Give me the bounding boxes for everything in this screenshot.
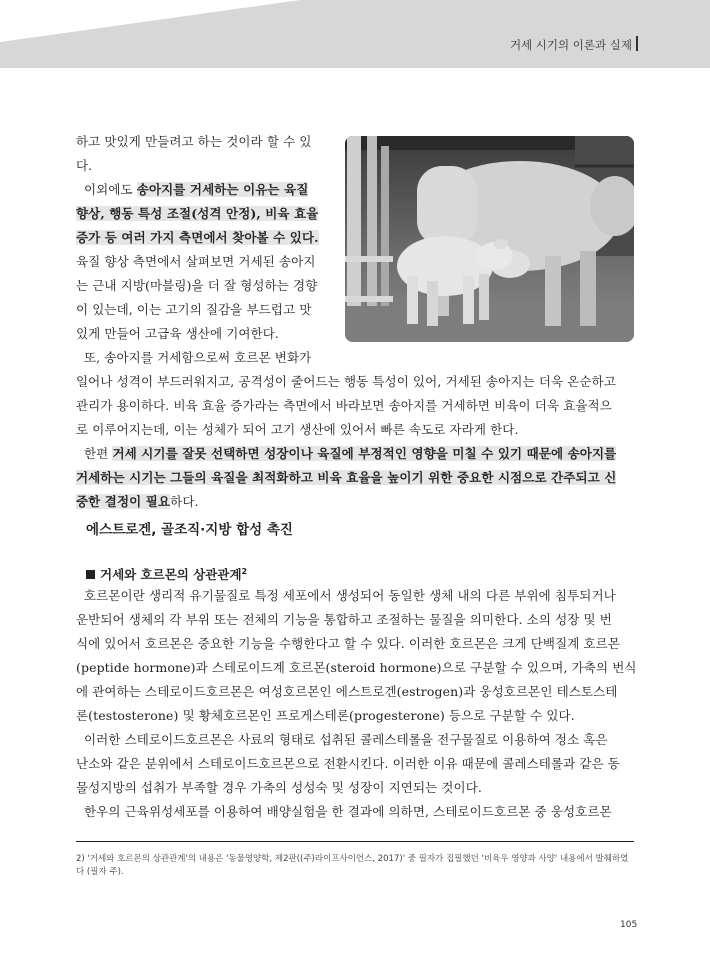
paragraph-line bbox=[76, 490, 199, 514]
highlighted-text: 중한 결정이 필요 bbox=[76, 494, 171, 509]
footnote-divider bbox=[76, 841, 634, 842]
square-bullet-icon bbox=[86, 570, 95, 579]
paragraph-line: 식에 있어서 호르몬은 중요한 기능을 수행한다고 할 수 있다. 이러한 호르몬은 크게 단백질계 호르몬 bbox=[76, 636, 621, 651]
paragraph-line: 하고 맛있게 만들려고 하는 것이라 할 수 있 bbox=[76, 134, 312, 149]
paragraph-line: 이러한 스테로이드호르몬은 사료의 형태로 섭취된 콜레스테롤을 전구물질로 이용하여 정소 혹은 bbox=[84, 732, 608, 747]
subsection-heading bbox=[86, 565, 247, 583]
paragraph-line: 론(testosterone) 및 황체호르몬인 프로게스테론(progesterone) 등으로 구분할 수 있다. bbox=[76, 708, 575, 723]
highlighted-text: 거세 시기를 잘못 선택하면 성장이나 육질에 부정적인 영향을 미칠 수 있기 때문에 송아지를 bbox=[112, 446, 617, 461]
text-run: 한편 bbox=[84, 446, 113, 461]
paragraph-line: 난소와 같은 분위에서 스테로이드호르몬으로 전환시킨다. 이러한 이유 때문에 콜레스테롤과 같은 동 bbox=[76, 756, 620, 771]
paragraph-line: 운반되어 생체의 각 부위 또는 전체의 기능을 통합하고 조절하는 물질을 의미한다. 소의 성장 및 번 bbox=[76, 612, 612, 627]
header-divider-bar bbox=[636, 36, 638, 51]
highlighted-text: 증가 등 여러 가지 측면에서 찾아볼 수 있다. bbox=[76, 230, 319, 245]
paragraph-line: 한우의 근육위성세포를 이용하여 배양실험을 한 결과에 의하면, 스테로이드호르몬 중 웅성호르몬 bbox=[84, 804, 612, 819]
text-run: 이외에도 bbox=[84, 182, 137, 197]
paragraph-line bbox=[84, 442, 616, 466]
paragraph-line bbox=[76, 466, 616, 490]
highlighted-text: 향상, 행동 특성 조절(성격 안정), 비육 효율 bbox=[76, 206, 319, 221]
photo-illustration bbox=[345, 136, 634, 342]
paragraph-line: 육질 향상 측면에서 살펴보면 거세된 송아지 bbox=[76, 254, 316, 269]
section-heading: 에스트로겐, 골조직·지방 합성 촉진 bbox=[86, 522, 293, 538]
paragraph-line: 있게 만들어 고급육 생산에 기여한다. bbox=[76, 326, 279, 341]
paragraph-line: 일어나 성격이 부드러워지고, 공격성이 줄어드는 행동 특성이 있어, 거세된 송아지는 더욱 온순하고 bbox=[76, 374, 616, 389]
paragraph-line bbox=[76, 226, 319, 250]
page-number: 105 bbox=[620, 920, 638, 930]
paragraph-line bbox=[76, 202, 318, 226]
paragraph-line: (peptide hormone)과 스테로이드계 호르몬(steroid hormone)으로 구분할 수 있으며, 가축의 번식 bbox=[76, 660, 637, 675]
footnote: 2) '거세와 호르몬의 상관관계'의 내용은 '동물영양학, 제2판((주)라이프사이언스, 2017)' 중 필자가 집필했던 '비육우 영양과 사양' 내용에서 발췌하였다 (필자 주). bbox=[76, 854, 629, 877]
paragraph-line: 에 관여하는 스테로이드호르몬은 여성호르몬인 에스트로겐(estrogen)과 웅성호르몬인 테스토스테 bbox=[76, 684, 618, 699]
paragraph-line: 는 근내 지방(마블링)을 더 잘 형성하는 경향 bbox=[76, 278, 318, 293]
paragraph-line: 다. bbox=[76, 158, 93, 173]
paragraph-line: 호르몬이란 생리적 유기물질로 특정 세포에서 생성되어 동일한 생체 내의 다른 부위에 침투되거나 bbox=[84, 588, 616, 603]
running-title: 거세 시기의 이론과 실제 bbox=[509, 38, 632, 52]
paragraph-line: 이 있는데, 이는 고기의 질감을 부드럽고 맛 bbox=[76, 302, 312, 317]
paragraph-line: 물성지방의 섭취가 부족할 경우 가축의 성성숙 및 성장이 지연되는 것이다. bbox=[76, 780, 482, 795]
footnote-marker: 2 bbox=[241, 566, 248, 576]
paragraph-line: 관리가 용이하다. 비육 효율 증가라는 측면에서 바라보면 송아지를 거세하면 비육이 더욱 효율적으 bbox=[76, 398, 612, 413]
highlighted-text: 송아지를 거세하는 이유는 육질 bbox=[136, 182, 309, 197]
paragraph-line: 로 이루어지는데, 이는 성체가 되어 고기 생산에 있어서 빠른 속도로 자라게 한다. bbox=[76, 422, 519, 437]
paragraph-line bbox=[84, 178, 308, 202]
page-header bbox=[0, 0, 710, 68]
text-run: 하다. bbox=[170, 494, 199, 509]
highlighted-text: 거세하는 시기는 그들의 육질을 최적화하고 비육 효율을 높이기 위한 중요한 시점으로 간주되고 신 bbox=[76, 470, 617, 485]
cow-and-calf-photo bbox=[345, 136, 634, 342]
paragraph-line: 또, 송아지를 거세함으로써 호르몬 변화가 bbox=[84, 350, 312, 365]
subsection-title: 거세와 호르몬의 상관관계 bbox=[100, 567, 242, 582]
header-decoration bbox=[0, 0, 300, 42]
